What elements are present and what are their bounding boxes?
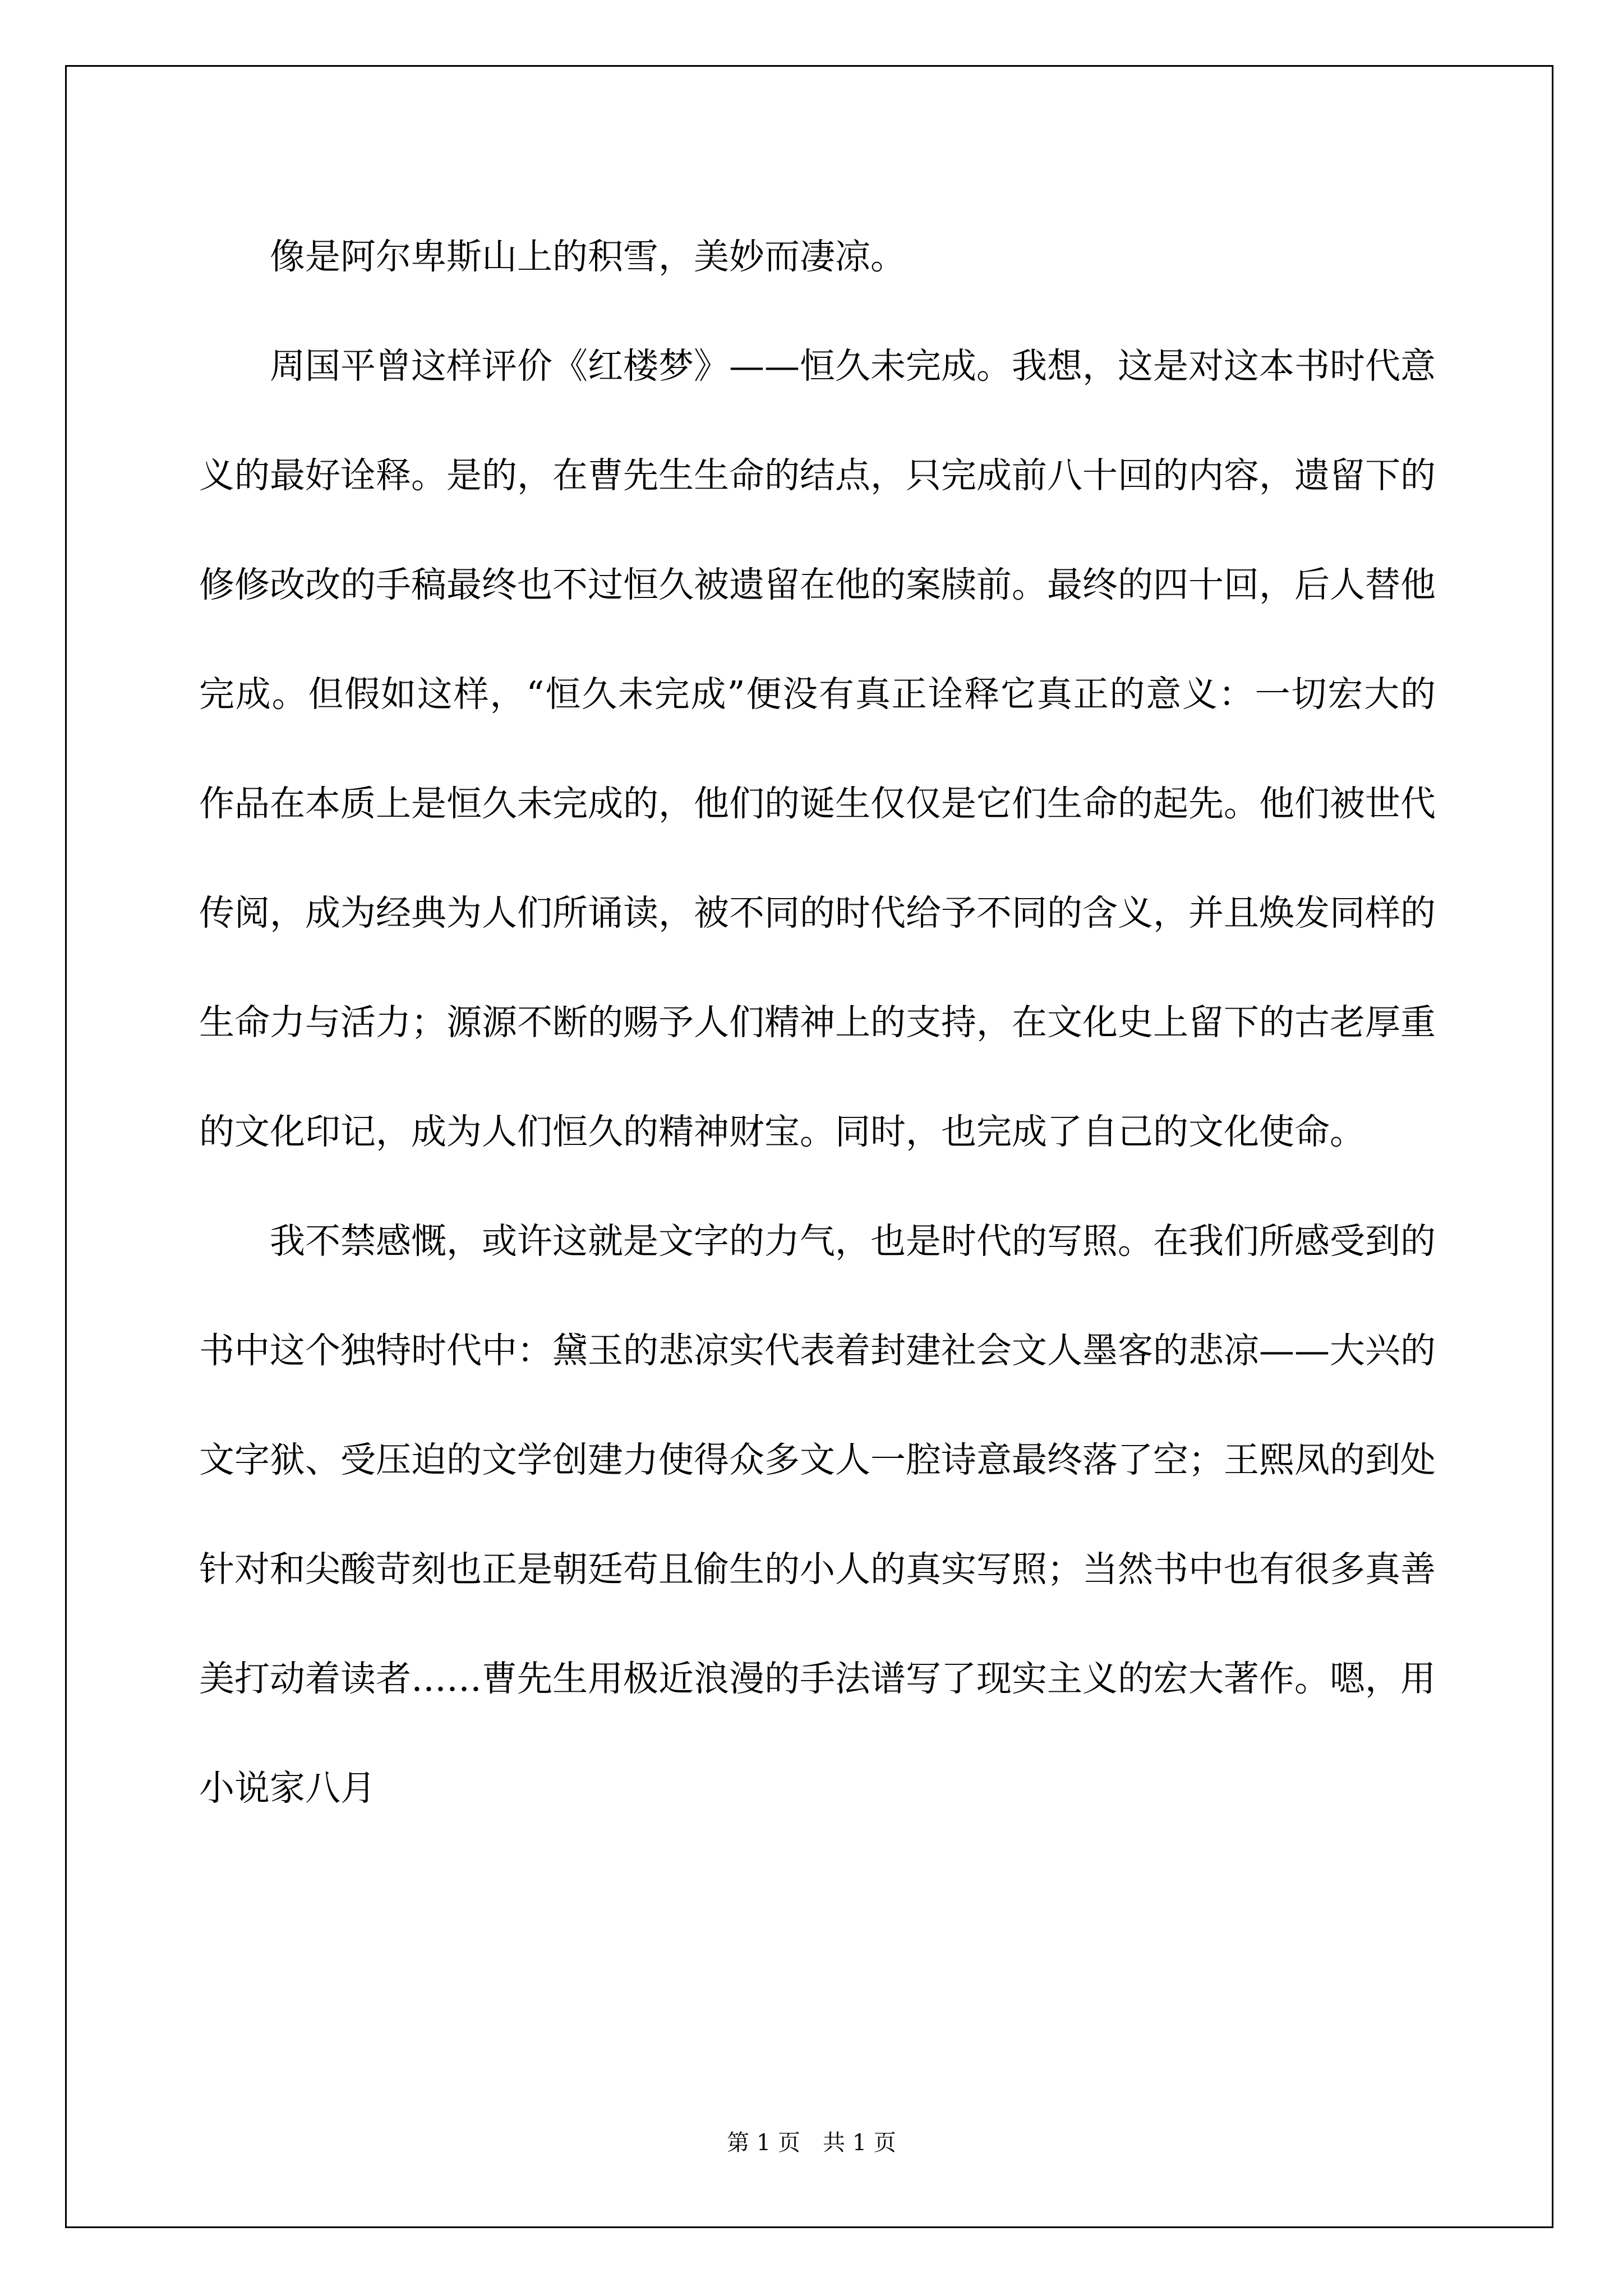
page-footer: 第 1 页 共 1 页 xyxy=(727,2130,896,2156)
paragraph-2: 周国平曾这样评价《红楼梦》——恒久未完成。我想，这是对这本书时代意义的最好诠释。是的，在曹先生生命的结点，只完成前八十回的内容，遗留下的修修改改的手稿最终也不过恒久被遗留在他的案牍前。最终的四十回，后人替他完成。但假如这样，“恒久未完成”便没有真正诠释它真正的意义：一切宏大的作品在本质上是恒久未完成的，他们的诞生仅仅是它们生命的起先。他们被世代传阅，成为经典为人们所诵读，被不同的时代给予不同的含义，并且焕发同样的生命力与活力；源源不断的赐予人们精神上的支持，在文化史上留下的古老厚重的文化印记，成为人们恒久的精神财宝。同时，也完成了自己的文化使命。 xyxy=(199,346,1436,1152)
document-body xyxy=(199,202,1436,1843)
paragraph-3: 我不禁感慨，或许这就是文字的力气，也是时代的写照。在我们所感受到的书中这个独特时代中：黛玉的悲凉实代表着封建社会文人墨客的悲凉——大兴的文字狱、受压迫的文学创建力使得众多文人一腔诗意最终落了空；王熙凤的到处针对和尖酸苛刻也正是朝廷苟且偷生的小人的真实写照；当然书中也有很多真善美打动着读者……曹先生用极近浪漫的手法谱写了现实主义的宏大著作。嗯，用小说家八月 xyxy=(199,1221,1436,1809)
paragraph-1: 像是阿尔卑斯山上的积雪，美妙而凄凉。 xyxy=(270,236,906,277)
